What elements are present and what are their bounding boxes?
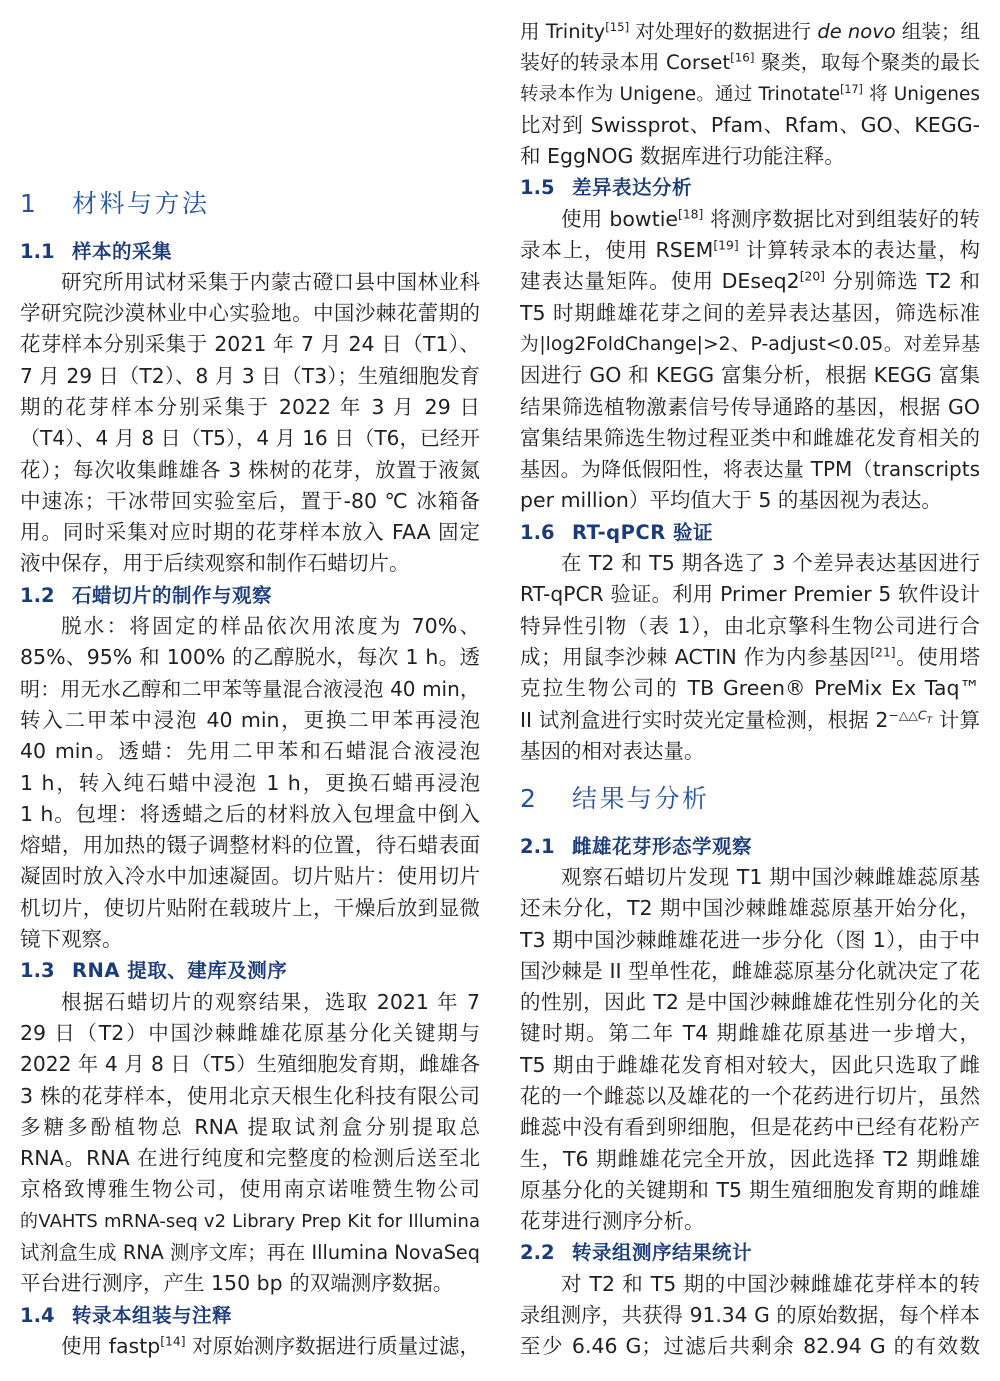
text-line: 根据石蜡切片的观察结果，选取 2021 年 7: [61, 989, 480, 1014]
text-run: 计算: [932, 707, 980, 732]
text-run: 对处理好的数据进行: [629, 20, 818, 43]
text-line: 熔蜡，用加热的镊子调整材料的位置，待石蜡表面: [20, 833, 480, 858]
text-line: 对 T2 和 T5 期的中国沙棘雌雄花芽样本的转: [561, 1271, 980, 1296]
text-line: 在 T2 和 T5 期各选了 3 个差异表达基因进行: [561, 551, 980, 576]
text-line: T5 时期雌雄花芽之间的差异表达基因，筛选标准: [520, 300, 980, 325]
subsection-number: 1.5: [520, 176, 555, 200]
text-line: 雌蕊中没有看到卵细胞，但是花药中已经有花粉产: [520, 1115, 980, 1140]
text-line: 特异性引物（表 1），由北京擎科生物公司进行合: [520, 613, 980, 638]
subsection-number: 2.2: [520, 1241, 555, 1265]
section-number: 2: [520, 784, 536, 814]
subsection-number: 1.2: [20, 583, 55, 607]
paragraph: [20, 1331, 480, 1362]
text-line: 基因的相对表达量。: [520, 738, 705, 763]
citation-marker: [21]: [870, 645, 896, 660]
text-line: 原基分化的关键期和 T5 期生殖细胞发育期的雌雄: [520, 1177, 980, 1202]
citation-marker: [19]: [713, 238, 739, 253]
text-line: 2022 年 4 月 8 日（T5）生殖细胞发育期，雌雄各: [20, 1052, 480, 1077]
text-line: 还未分化，T2 期中国沙棘雌雄蕊原基开始分化，: [520, 896, 980, 921]
text-line: 花芽样本分别采集于 2021 年 7 月 24 日（T1）、: [20, 332, 480, 357]
left-column: [20, 172, 480, 1362]
text-line: [520, 79, 980, 110]
text-run: 对原始测序数据进行质量过滤，: [185, 1333, 480, 1358]
text-line: 脱水：将固定的样品依次用浓度为 70%、: [61, 614, 480, 639]
text-line: 3 株的花芽样本，使用北京天根生化科技有限公司: [20, 1083, 480, 1108]
text-line: 花的一个雌蕊以及雄花的一个花药进行切片，虽然: [520, 1084, 980, 1108]
citation-marker: [18]: [678, 207, 704, 222]
text-line: per million）平均值大于 5 的基因视为表达。: [520, 488, 942, 513]
text-line: 基因。为降低假阳性，将表达量 TPM（transcripts: [520, 457, 980, 482]
text-line: 生，T6 期雌雄花完全开放，因此选择 T2 期雌雄: [520, 1146, 980, 1171]
text-line: T3 期中国沙棘雌雄花进一步分化（图 1），由于中: [520, 927, 980, 952]
text-line: 因进行 GO 和 KEGG 富集分析，根据 KEGG 富集: [520, 363, 980, 388]
text-line: T5 期由于雌雄花发育相对较大，因此只选取了雌: [520, 1052, 980, 1077]
citation-marker: [14]: [160, 1334, 186, 1349]
text-line: 花）；每次收集雌雄各 3 株树的花芽，放置于液氮: [20, 457, 480, 482]
text-line: 结果筛选植物激素信号传导通路的基因，根据 GO: [520, 394, 980, 419]
paragraph: [20, 267, 480, 580]
subsection-title: 雌雄花芽形态学观察: [572, 834, 753, 858]
text-line: 中速冻；干冰带回实验室后，置于-80 ℃ 冰箱备: [20, 488, 480, 513]
italic-term: de novo: [817, 20, 896, 43]
text-line: [520, 204, 980, 235]
text-run: II 试剂盒进行实时荧光定量检测，根据 2: [520, 707, 889, 732]
paragraph: [520, 204, 980, 517]
text-line: 用。同时采集对应时期的花芽样本放入 FAA 固定: [20, 520, 480, 545]
paragraph: [520, 548, 980, 767]
section-number: 1: [20, 189, 36, 218]
subsection-heading: [520, 517, 980, 548]
subsection-heading: [20, 580, 480, 611]
citation-marker: [15]: [605, 19, 630, 34]
paragraph-continued: [520, 16, 980, 172]
citation-marker: [20]: [799, 269, 825, 284]
paragraph: [520, 862, 980, 1238]
section-heading: [520, 767, 980, 831]
subsection-number: 1.1: [20, 239, 55, 263]
text-line: 键时期。第二年 T4 期雌雄花原基进一步增大，: [520, 1021, 980, 1046]
text-line: 京格致博雅生物公司，使用南京诺唯赞生物公司: [20, 1177, 480, 1202]
subsection-title: 转录组测序结果统计: [572, 1241, 753, 1265]
text-line: 平台进行测序，产生 150 bp 的双端测序数据。: [20, 1271, 454, 1296]
subsection-title: 转录本组装与注释: [72, 1303, 233, 1327]
text-line: RNA。RNA 在进行纯度和完整度的检测后送至北: [20, 1146, 480, 1171]
section-title: 材料与方法: [72, 189, 210, 218]
text-line: [520, 235, 980, 266]
subsection-heading: [20, 955, 480, 986]
text-line: （T4）、4 月 8 日（T5），4 月 16 日（T6，已经开: [20, 426, 480, 451]
text-run: 将测序数据比对到组装好的转: [703, 206, 980, 231]
paragraph: [20, 987, 480, 1300]
subsection-heading: [20, 236, 480, 267]
text-line: 和 EggNOG 数据库进行功能注释。: [520, 144, 845, 169]
text-line: [520, 266, 980, 297]
subsection-heading: [520, 1237, 980, 1268]
text-line: 转入二甲苯中浸泡 40 min，更换二甲苯再浸泡: [20, 707, 480, 732]
subsection-title: 石蜡切片的制作与观察: [72, 583, 273, 607]
section-title: 结果与分析: [572, 784, 710, 814]
text-run: 装好的转录本用 Corset: [520, 51, 731, 75]
text-line: [520, 16, 980, 47]
text-run: 分别筛选 T2 和: [824, 269, 980, 294]
text-line: 7 月 29 日（T2）、8 月 3 日（T3）；生殖细胞发育: [20, 363, 480, 388]
subsection-title: RT-qPCR 验证: [572, 520, 714, 544]
exponent-subscript: T: [926, 714, 933, 726]
right-column: [520, 16, 980, 1363]
text-line: [520, 705, 980, 736]
text-line: 比对到 Swissprot、Pfam、Rfam、GO、KEGG-: [520, 112, 980, 137]
text-line: 录组测序，共获得 91.34 G 的原始数据，每个样本: [520, 1303, 980, 1328]
text-line: 富集结果筛选生物过程亚类中和雌雄花发育相关的: [520, 425, 980, 450]
text-line: 机切片，使切片贴附在载玻片上，干燥后放到显微: [20, 895, 480, 920]
text-run: 组装；组: [895, 20, 980, 43]
text-line: 凝固时放入冷水中加速凝固。切片贴片：使用切片: [20, 864, 480, 889]
text-run: 。使用塔: [895, 644, 980, 669]
citation-marker: [16]: [730, 50, 755, 65]
text-line: 花芽进行测序分析。: [520, 1209, 705, 1234]
text-line: 镜下观察。: [20, 927, 123, 952]
text-run: 聚类，取每个聚类的最长: [754, 51, 980, 75]
text-line: 研究所用试材采集于内蒙古磴口县中国林业科: [61, 269, 480, 294]
subsection-title: RNA 提取、建库及测序: [72, 959, 288, 983]
text-line: RT-qPCR 验证。利用 Primer Premier 5 软件设计: [520, 582, 980, 607]
text-run: 使用 fastp: [61, 1333, 161, 1358]
text-line: 学研究院沙漠林业中心实验地。中国沙棘花蕾期的: [20, 301, 480, 326]
subsection-number: 2.1: [520, 834, 555, 858]
subsection-heading: [520, 831, 980, 862]
subsection-heading: [20, 1300, 480, 1331]
exponent-symbol: C: [918, 707, 927, 722]
paragraph: [20, 611, 480, 955]
text-line: 期的花芽样本分别采集于 2022 年 3 月 29 日: [20, 394, 480, 419]
subsection-number: 1.6: [520, 520, 555, 544]
text-line: 40 min。透蜡：先用二甲苯和石蜡混合液浸泡: [20, 739, 480, 764]
text-line: 多糖多酚植物总 RNA 提取试剂盒分别提取总: [20, 1114, 480, 1139]
text-run: 成；用鼠李沙棘 ACTIN 作为内参基因: [520, 644, 871, 669]
citation-marker: [17]: [840, 82, 863, 96]
text-line: [20, 1331, 480, 1362]
text-line: [520, 47, 980, 78]
subsection-number: 1.3: [20, 959, 55, 983]
subsection-heading: [520, 172, 980, 203]
text-line: 试剂盒生成 RNA 测序文库；再在 Illumina NovaSeq: [20, 1241, 480, 1264]
subsection-title: 差异表达分析: [572, 176, 693, 200]
text-line: 为|log2FoldChange|>2、P-adjust<0.05。对差异基: [520, 333, 980, 355]
subsection-title: 样本的采集: [72, 239, 173, 263]
text-line: 1 h，转入纯石蜡中浸泡 1 h，更换石蜡再浸泡: [20, 770, 480, 795]
section-heading: [20, 172, 480, 236]
text-line: 1 h。包埋：将透蜡之后的材料放入包埋盒中倒入: [20, 801, 480, 826]
text-line: 至少 6.46 G；过滤后共剩余 82.94 G 的有效数: [520, 1334, 980, 1359]
text-run: 建表达量矩阵。使用 DEseq2: [520, 269, 800, 294]
text-line: 的性别，因此 T2 是中国沙棘雌雄花性别分化的关: [520, 990, 980, 1015]
text-run: 用 Trinity: [520, 20, 606, 43]
text-run: 计算转录本的表达量，构: [738, 238, 980, 263]
text-line: 85%、95% 和 100% 的乙醇脱水，每次 1 h。透: [20, 645, 480, 670]
text-line: 观察石蜡切片发现 T1 期中国沙棘雌雄蕊原基: [561, 864, 980, 889]
text-line: 的VAHTS mRNA-seq v2 Library Prep Kit for Illumina: [20, 1210, 480, 1232]
exponent: −△△: [888, 707, 918, 722]
text-line: 液中保存，用于后续观察和制作石蜡切片。: [20, 551, 410, 576]
subsection-number: 1.4: [20, 1303, 55, 1327]
text-line: 国沙棘是 II 型单性花，雌雄蕊原基分化就决定了花: [520, 958, 980, 983]
text-line: 明：用无水乙醇和二甲苯等量混合液浸泡 40 min，: [20, 676, 480, 701]
paragraph: [520, 1269, 980, 1363]
text-run: 录本上，使用 RSEM: [520, 238, 714, 263]
text-line: 克拉生物公司的 TB Green® PreMix Ex Taq™: [520, 676, 980, 701]
text-line: 29 日（T2）中国沙棘雌雄花原基分化关键期与: [20, 1020, 480, 1045]
text-line: [520, 642, 980, 673]
text-run: 使用 bowtie: [561, 206, 679, 231]
text-run: 转录本作为 Unigene。通过 Trinotate: [520, 83, 841, 105]
text-run: 将 Unigenes: [862, 83, 980, 105]
